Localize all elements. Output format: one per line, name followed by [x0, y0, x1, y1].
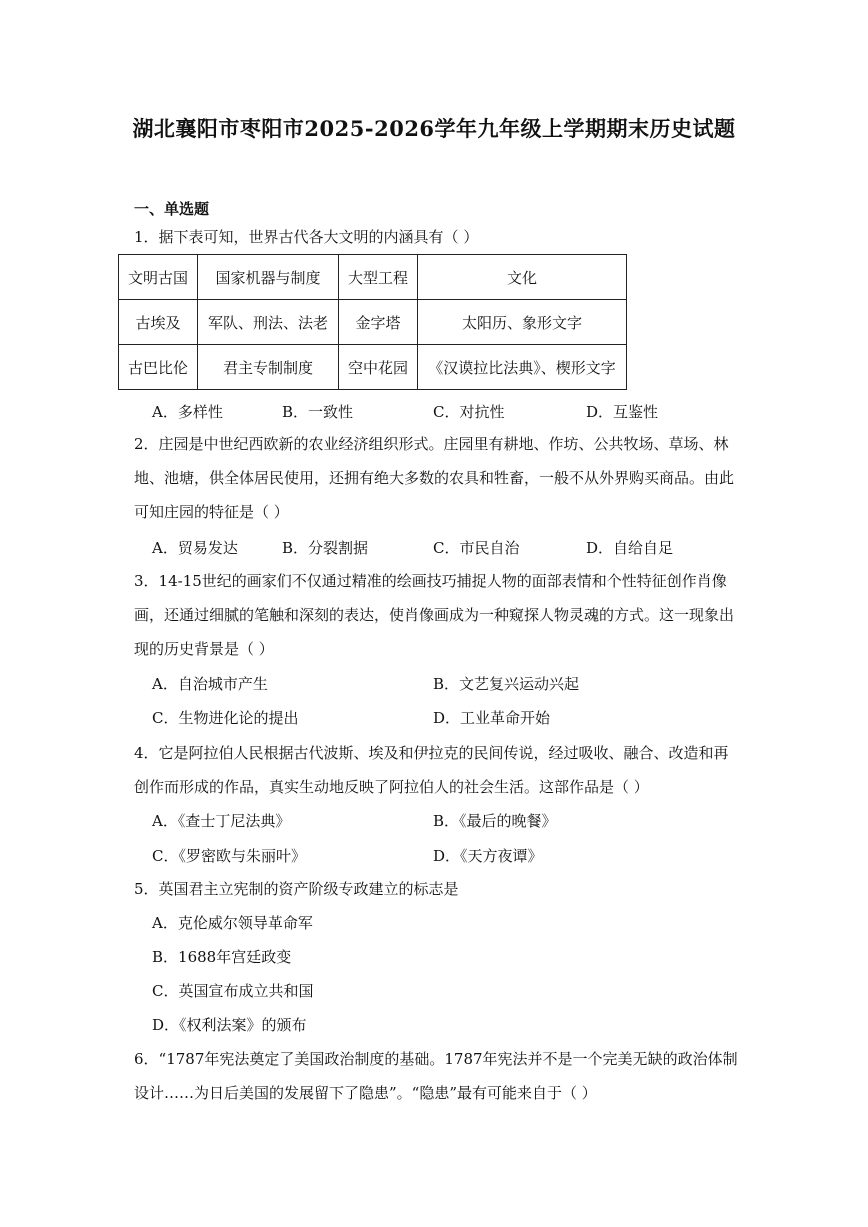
question-1-stem: 1．据下表可知，世界古代各大文明的内涵具有（ ） [134, 228, 479, 246]
option-c[interactable]: C．《罗密欧与朱丽叶》 [152, 847, 306, 865]
option-b[interactable]: B．一致性 [282, 403, 354, 421]
table-cell: 君主专制制度 [198, 345, 339, 390]
option-d[interactable]: D．自给自足 [586, 539, 674, 557]
option-c[interactable]: C．市民自治 [433, 539, 520, 557]
option-b[interactable]: B．《最后的晚餐》 [433, 812, 557, 830]
table-cell: 太阳历、象形文字 [418, 300, 627, 345]
table-cell: 文化 [418, 255, 627, 300]
question-3-line: 现的历史背景是（ ） [134, 640, 274, 658]
option-d[interactable]: D．《天方夜谭》 [433, 847, 543, 865]
option-a[interactable]: A．克伦威尔领导革命军 [152, 914, 313, 932]
table-cell: 古巴比伦 [119, 345, 198, 390]
option-b[interactable]: B．文艺复兴运动兴起 [433, 675, 580, 693]
table-row [119, 300, 627, 345]
table-cell: 《汉谟拉比法典》、楔形文字 [418, 345, 627, 390]
option-a[interactable]: A．自治城市产生 [152, 675, 268, 693]
question-6-line: 设计……为日后美国的发展留下了隐患”。“隐患”最有可能来自于（ ） [134, 1084, 597, 1102]
section-title: 一、单选题 [134, 200, 210, 218]
table-cell: 空中花园 [339, 345, 418, 390]
table-cell: 军队、刑法、法老 [198, 300, 339, 345]
question-2-line: 2．庄园是中世纪西欧新的农业经济组织形式。庄园里有耕地、作坊、公共牧场、草场、林 [134, 435, 729, 453]
option-b[interactable]: B．1688年宫廷政变 [152, 948, 292, 966]
option-d[interactable]: D．互鉴性 [586, 403, 659, 421]
option-a[interactable]: A．《查士丁尼法典》 [152, 812, 291, 830]
table-cell: 文明古国 [119, 255, 198, 300]
question-3-line: 画，还通过细腻的笔触和深刻的表达，使肖像画成为一种窥探人物灵魂的方式。这一现象出 [134, 606, 735, 624]
table-cell: 古埃及 [119, 300, 198, 345]
option-d[interactable]: D．《权利法案》的颁布 [152, 1016, 307, 1034]
question-3-line: 3．14-15世纪的画家们不仅通过精准的绘画技巧捕捉人物的面部表情和个性特征创作肖像 [134, 572, 727, 590]
option-a[interactable]: A．贸易发达 [152, 539, 238, 557]
table-cell: 大型工程 [339, 255, 418, 300]
table-row [119, 345, 627, 390]
page-title: 湖北襄阳市枣阳市2025-2026学年九年级上学期期末历史试题 [132, 116, 736, 141]
option-d[interactable]: D．工业革命开始 [433, 709, 551, 727]
option-b[interactable]: B．分裂割据 [282, 539, 369, 557]
question-5-line: 5．英国君主立宪制的资产阶级专政建立的标志是 [134, 880, 459, 898]
question-2-line: 地、池塘，供全体居民使用，还拥有绝大多数的农具和牲畜，一般不从外界购买商品。由此 [134, 469, 735, 487]
option-c[interactable]: C．对抗性 [433, 403, 505, 421]
table-cell: 金字塔 [339, 300, 418, 345]
table-header-row [119, 255, 627, 300]
question-4-line: 创作而形成的作品，真实生动地反映了阿拉伯人的社会生活。这部作品是（ ） [134, 778, 649, 796]
civilization-table [118, 254, 627, 390]
question-6-line: 6．“1787年宪法奠定了美国政治制度的基础。1787年宪法并不是一个完美无缺的政治体制 [134, 1050, 738, 1068]
option-c[interactable]: C．英国宣布成立共和国 [152, 982, 314, 1000]
question-2-line: 可知庄园的特征是（ ） [134, 503, 289, 521]
option-a[interactable]: A．多样性 [152, 403, 223, 421]
question-4-line: 4．它是阿拉伯人民根据古代波斯、埃及和伊拉克的民间传说，经过吸收、融合、改造和再 [134, 744, 729, 762]
option-c[interactable]: C．生物进化论的提出 [152, 709, 299, 727]
table-cell: 国家机器与制度 [198, 255, 339, 300]
